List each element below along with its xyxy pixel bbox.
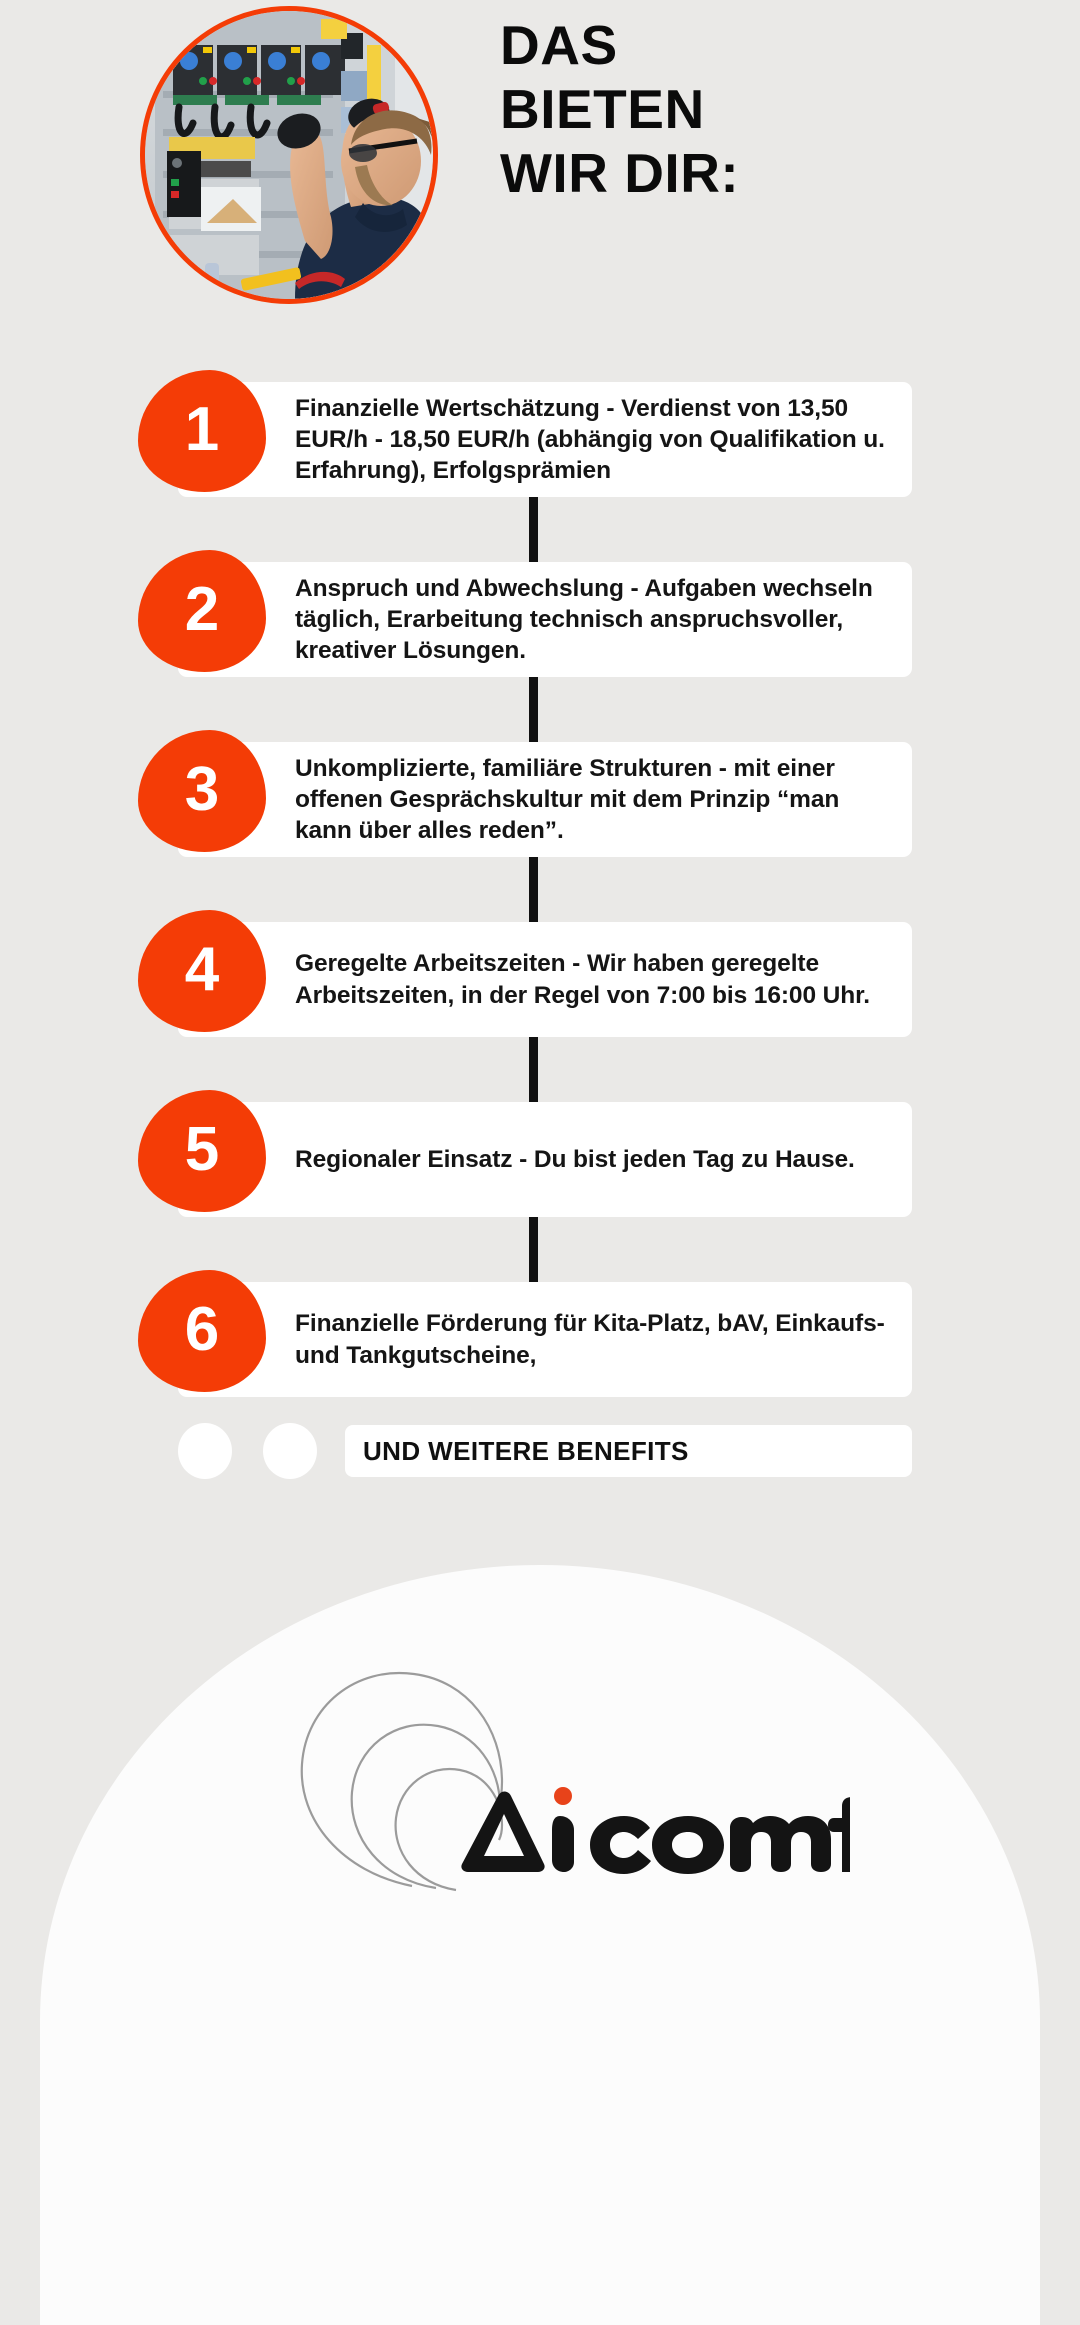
list-item	[0, 922, 1080, 1037]
benefit-text: Geregelte Arbeitszeiten - Wir haben geregelte Arbeitszeiten, in der Regel von 7:00 bis 16:00 Uhr.	[295, 950, 870, 1009]
benefit-number: 5	[184, 1115, 220, 1184]
connector-line	[529, 857, 538, 922]
benefit-number: 6	[184, 1295, 220, 1364]
more-benefits-bar[interactable]	[345, 1425, 912, 1477]
connector-line	[529, 677, 538, 742]
benefit-number: 1	[184, 395, 220, 464]
header	[0, 0, 1080, 300]
page-title-line-3: WIR DIR:	[500, 141, 740, 204]
benefit-card[interactable]	[178, 382, 912, 497]
page-title-line-1: DAS	[500, 14, 618, 76]
more-benefits-label: UND WEITERE BENEFITS	[363, 1435, 689, 1466]
list-item	[0, 562, 1080, 677]
benefit-number-badge	[138, 370, 266, 492]
bubble-small-2	[263, 1423, 317, 1479]
hero-photo-image	[145, 11, 433, 299]
bubble-small-1	[178, 1423, 232, 1479]
logo-dot	[554, 1787, 572, 1805]
list-item	[0, 1282, 1080, 1397]
benefit-number-badge	[138, 1090, 266, 1212]
benefit-text: Finanzielle Wertschätzung - Verdienst von 13,50 EUR/h - 18,50 EUR/h (abhängig von Qualifikation u. Erfahrung), Erfolgsprämien	[295, 394, 885, 485]
benefit-card[interactable]	[178, 562, 912, 677]
connector-line	[529, 1037, 538, 1102]
benefits-list	[0, 382, 1080, 1397]
benefit-text: Finanzielle Förderung für Kita-Platz, bAV, Einkaufs- und Tankgutscheine,	[295, 1310, 885, 1369]
benefit-card[interactable]	[178, 1282, 912, 1397]
list-item	[0, 1102, 1080, 1217]
benefit-number: 2	[184, 575, 220, 644]
benefit-card[interactable]	[178, 922, 912, 1037]
more-benefits-row	[0, 1423, 1080, 1479]
benefit-number-badge	[138, 1270, 266, 1392]
hero-photo	[140, 6, 438, 304]
benefit-card[interactable]	[178, 742, 912, 857]
benefit-number: 4	[184, 935, 220, 1004]
page-title-line-2: BIETEN	[500, 77, 705, 140]
connector-line	[529, 1217, 538, 1282]
company-logo	[230, 1636, 850, 1896]
benefit-number-badge	[138, 910, 266, 1032]
page-title	[500, 14, 739, 205]
benefit-text: Regionaler Einsatz - Du bist jeden Tag zu Hause.	[295, 1145, 855, 1173]
list-item	[0, 382, 1080, 497]
benefit-text: Anspruch und Abwechslung - Aufgaben wechseln täglich, Erarbeitung technisch anspruchsvoller, kreativer Lösungen.	[295, 574, 873, 665]
benefit-number-badge	[138, 550, 266, 672]
list-item	[0, 742, 1080, 857]
benefit-number-badge	[138, 730, 266, 852]
benefit-card[interactable]	[178, 1102, 912, 1217]
benefit-number: 3	[184, 755, 220, 824]
connector-line	[529, 497, 538, 562]
benefit-text: Unkomplizierte, familiäre Strukturen - mit einer offenen Gesprächskultur mit dem Prinzip “man kann über alles reden”.	[295, 754, 840, 845]
